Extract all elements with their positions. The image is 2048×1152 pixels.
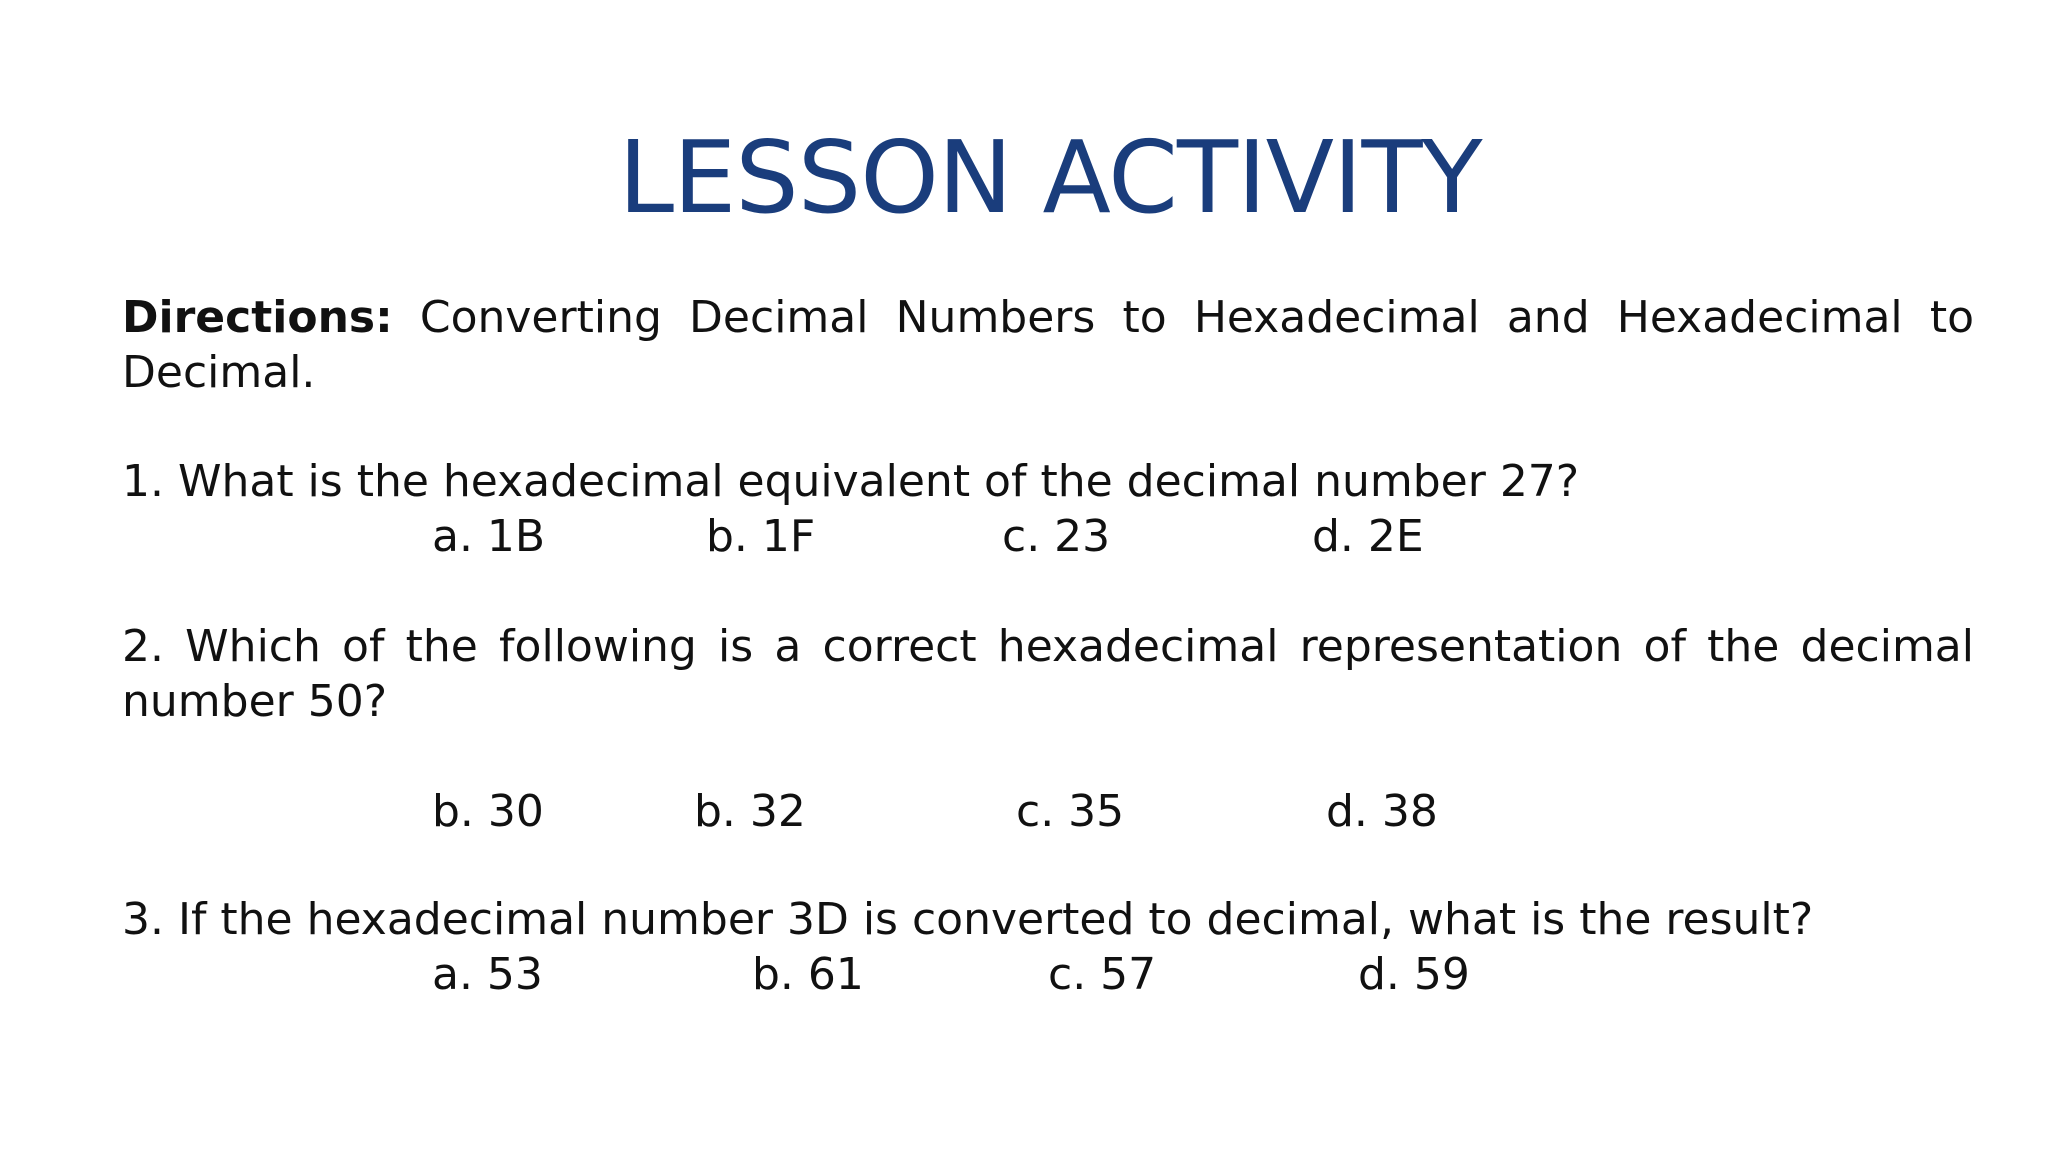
question-2-option-b: b. 32 [694, 786, 806, 837]
question-1-text: 1. What is the hexadecimal equivalent of the decimal number 27? [122, 456, 1580, 507]
question-3-option-d: d. 59 [1358, 949, 1470, 1000]
question-1-option-c: c. 23 [1002, 511, 1111, 562]
question-1-option-b: b. 1F [706, 511, 816, 562]
question-2-text: 2. Which of the following is a correct hexadecimal representation of the decimal number 50? [122, 621, 1974, 727]
question-3-option-c: c. 57 [1048, 949, 1157, 1000]
question-2-option-a: b. 30 [432, 786, 544, 837]
page-title: LESSON ACTIVITY [618, 119, 1482, 236]
directions-label: Directions: [122, 292, 393, 343]
question-3-text: 3. If the hexadecimal number 3D is converted to decimal, what is the result? [122, 894, 1814, 945]
question-3-option-a: a. 53 [432, 949, 543, 1000]
question-2-option-c: c. 35 [1016, 786, 1125, 837]
directions [122, 290, 1974, 400]
question-2-option-d: d. 38 [1326, 786, 1438, 837]
directions-text: Converting Decimal Numbers to Hexadecimal and Hexadecimal to Decimal. [122, 292, 1974, 398]
question-3-option-b: b. 61 [752, 949, 864, 1000]
question-1-option-a: a. 1B [432, 511, 546, 562]
question-1-option-d: d. 2E [1312, 511, 1424, 562]
